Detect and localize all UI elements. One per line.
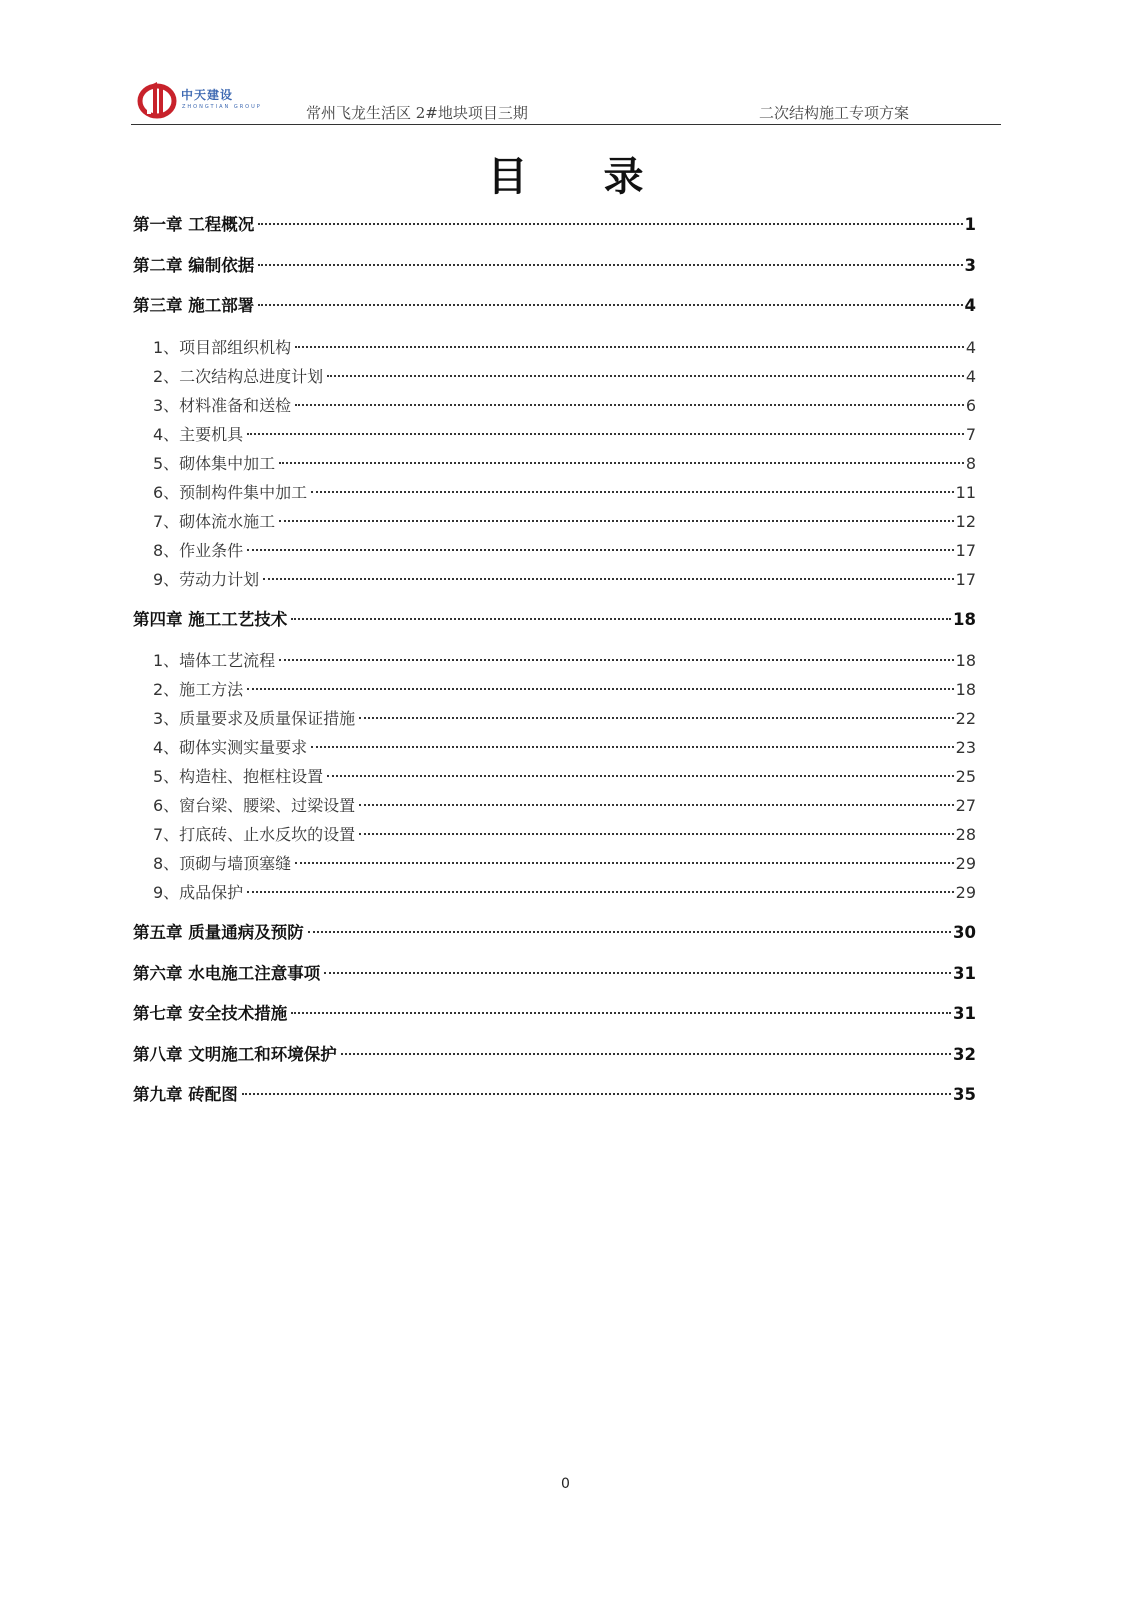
toc-chapter-entry[interactable] xyxy=(133,1035,976,1076)
toc-entry-label: 8、作业条件 xyxy=(153,540,244,560)
toc-entry-page: 28 xyxy=(955,825,976,844)
toc-entry-label: 4、主要机具 xyxy=(153,424,244,444)
toc-title: 目录 xyxy=(487,154,720,200)
toc-section-entry[interactable] xyxy=(133,646,976,675)
toc-dot-leader xyxy=(341,1053,951,1055)
toc-dot-leader xyxy=(247,891,953,893)
toc-dot-leader xyxy=(247,433,964,435)
toc-section-entry[interactable] xyxy=(133,420,976,449)
logo-text-cn: 中天建设 xyxy=(181,88,234,102)
toc-dot-leader xyxy=(295,404,964,406)
toc-entry-label: 第一章 工程概况 xyxy=(133,215,255,234)
toc-section-entry[interactable] xyxy=(133,733,976,762)
toc-section-entry[interactable] xyxy=(133,333,976,362)
toc-chapter-entry[interactable] xyxy=(133,1075,976,1116)
toc-entry-label: 6、预制构件集中加工 xyxy=(153,482,308,502)
header-project-name: 常州飞龙生活区 2#地块项目三期 xyxy=(306,104,528,122)
toc-section-entry[interactable] xyxy=(133,565,976,594)
toc-entry-label: 第四章 施工工艺技术 xyxy=(133,609,288,629)
toc-entry-label: 第五章 质量通病及预防 xyxy=(133,923,304,942)
toc-dot-leader xyxy=(258,223,962,225)
toc-entry-page: 18 xyxy=(955,680,976,699)
toc-entry-label: 9、劳动力计划 xyxy=(153,569,260,589)
toc-dot-leader xyxy=(311,746,953,748)
toc-dot-leader xyxy=(295,862,953,864)
toc-dot-leader xyxy=(279,520,953,522)
toc-entry-page: 12 xyxy=(955,511,976,531)
company-logo xyxy=(137,80,262,120)
toc-dot-leader xyxy=(291,1012,951,1014)
table-of-contents xyxy=(133,205,976,1116)
toc-entry-page: 29 xyxy=(955,883,976,902)
toc-entry-page: 6 xyxy=(965,395,976,415)
toc-dot-leader xyxy=(279,462,964,464)
toc-entry-page: 22 xyxy=(955,709,976,728)
toc-dot-leader xyxy=(247,688,953,690)
toc-entry-page: 4 xyxy=(965,337,976,357)
toc-entry-page: 31 xyxy=(953,1004,976,1023)
page-header xyxy=(131,72,1001,125)
toc-entry-page: 17 xyxy=(955,569,976,589)
toc-dot-leader xyxy=(359,833,953,835)
toc-entry-label: 3、材料准备和送检 xyxy=(153,395,292,415)
toc-entry-page: 29 xyxy=(955,854,976,873)
toc-entry-page: 32 xyxy=(953,1044,976,1064)
toc-dot-leader xyxy=(327,375,964,377)
toc-dot-leader xyxy=(247,549,953,551)
toc-section-entry[interactable] xyxy=(133,391,976,420)
toc-section-entry[interactable] xyxy=(133,449,976,478)
toc-chapter-entry[interactable] xyxy=(133,913,976,954)
toc-entry-page: 3 xyxy=(964,255,976,275)
toc-entry-page: 1 xyxy=(964,215,976,234)
toc-entry-label: 1、项目部组织机构 xyxy=(153,337,292,357)
toc-section-entry[interactable] xyxy=(133,507,976,536)
toc-section-entry[interactable] xyxy=(133,478,976,507)
toc-chapter-entry[interactable] xyxy=(133,600,976,641)
toc-chapter-entry[interactable] xyxy=(133,246,976,287)
toc-entry-page: 30 xyxy=(953,923,976,942)
toc-entry-page: 18 xyxy=(955,651,976,670)
toc-section-entry[interactable] xyxy=(133,849,976,878)
toc-dot-leader xyxy=(242,1093,951,1095)
toc-entry-label: 第八章 文明施工和环境保护 xyxy=(133,1044,337,1064)
toc-section-entry[interactable] xyxy=(133,791,976,820)
toc-section-entry[interactable] xyxy=(133,704,976,733)
toc-entry-label: 6、窗台梁、腰梁、过梁设置 xyxy=(153,796,356,815)
toc-section-entry[interactable] xyxy=(133,536,976,565)
toc-entry-label: 7、砌体流水施工 xyxy=(153,511,276,531)
toc-chapter-entry[interactable] xyxy=(133,954,976,995)
toc-entry-label: 8、顶砌与墙顶塞缝 xyxy=(153,854,292,873)
toc-entry-page: 11 xyxy=(955,482,976,502)
toc-dot-leader xyxy=(359,717,953,719)
toc-entry-label: 7、打底砖、止水反坎的设置 xyxy=(153,825,356,844)
toc-section-entry[interactable] xyxy=(133,878,976,907)
toc-entry-label: 第七章 安全技术措施 xyxy=(133,1004,288,1023)
toc-entry-page: 7 xyxy=(965,424,976,444)
toc-entry-page: 18 xyxy=(953,609,976,629)
logo-text-en: ZHONGTIAN GROUP xyxy=(182,104,262,110)
page-number: 0 xyxy=(561,1476,570,1492)
toc-entry-page: 8 xyxy=(965,453,976,473)
toc-entry-page: 4 xyxy=(964,296,976,315)
toc-chapter-entry[interactable] xyxy=(133,205,976,246)
toc-dot-leader xyxy=(311,491,953,493)
toc-entry-label: 第九章 砖配图 xyxy=(133,1085,238,1104)
header-document-title: 二次结构施工专项方案 xyxy=(758,104,909,122)
toc-entry-label: 2、施工方法 xyxy=(153,680,244,699)
toc-entry-label: 5、构造柱、抱框柱设置 xyxy=(153,767,324,786)
toc-entry-label: 第三章 施工部署 xyxy=(133,296,255,315)
toc-entry-label: 9、成品保护 xyxy=(153,883,244,902)
toc-entry-page: 25 xyxy=(955,767,976,786)
logo-mark-icon xyxy=(137,80,177,120)
toc-entry-page: 31 xyxy=(953,963,976,983)
toc-dot-leader xyxy=(308,931,951,933)
toc-dot-leader xyxy=(359,804,953,806)
toc-chapter-entry[interactable] xyxy=(133,286,976,327)
toc-dot-leader xyxy=(327,775,953,777)
toc-section-entry[interactable] xyxy=(133,762,976,791)
toc-chapter-entry[interactable] xyxy=(133,994,976,1035)
toc-entry-label: 3、质量要求及质量保证措施 xyxy=(153,709,356,728)
toc-entry-label: 第二章 编制依据 xyxy=(133,255,255,275)
toc-entry-page: 23 xyxy=(955,738,976,757)
toc-dot-leader xyxy=(324,972,951,974)
toc-entry-label: 第六章 水电施工注意事项 xyxy=(133,963,321,983)
toc-section-entry[interactable] xyxy=(133,820,976,849)
toc-dot-leader xyxy=(291,618,951,620)
toc-entry-page: 27 xyxy=(955,796,976,815)
toc-section-entry[interactable] xyxy=(133,362,976,391)
toc-dot-leader xyxy=(279,659,953,661)
toc-entry-label: 4、砌体实测实量要求 xyxy=(153,738,308,757)
toc-entry-label: 1、墙体工艺流程 xyxy=(153,651,276,670)
toc-entry-page: 35 xyxy=(953,1085,976,1104)
toc-dot-leader xyxy=(258,264,962,266)
toc-entry-page: 17 xyxy=(955,540,976,560)
toc-entry-label: 2、二次结构总进度计划 xyxy=(153,366,324,386)
toc-section-entry[interactable] xyxy=(133,675,976,704)
toc-entry-label: 5、砌体集中加工 xyxy=(153,453,276,473)
toc-dot-leader xyxy=(295,346,964,348)
toc-dot-leader xyxy=(263,578,953,580)
toc-entry-page: 4 xyxy=(965,366,976,386)
toc-dot-leader xyxy=(258,304,962,306)
